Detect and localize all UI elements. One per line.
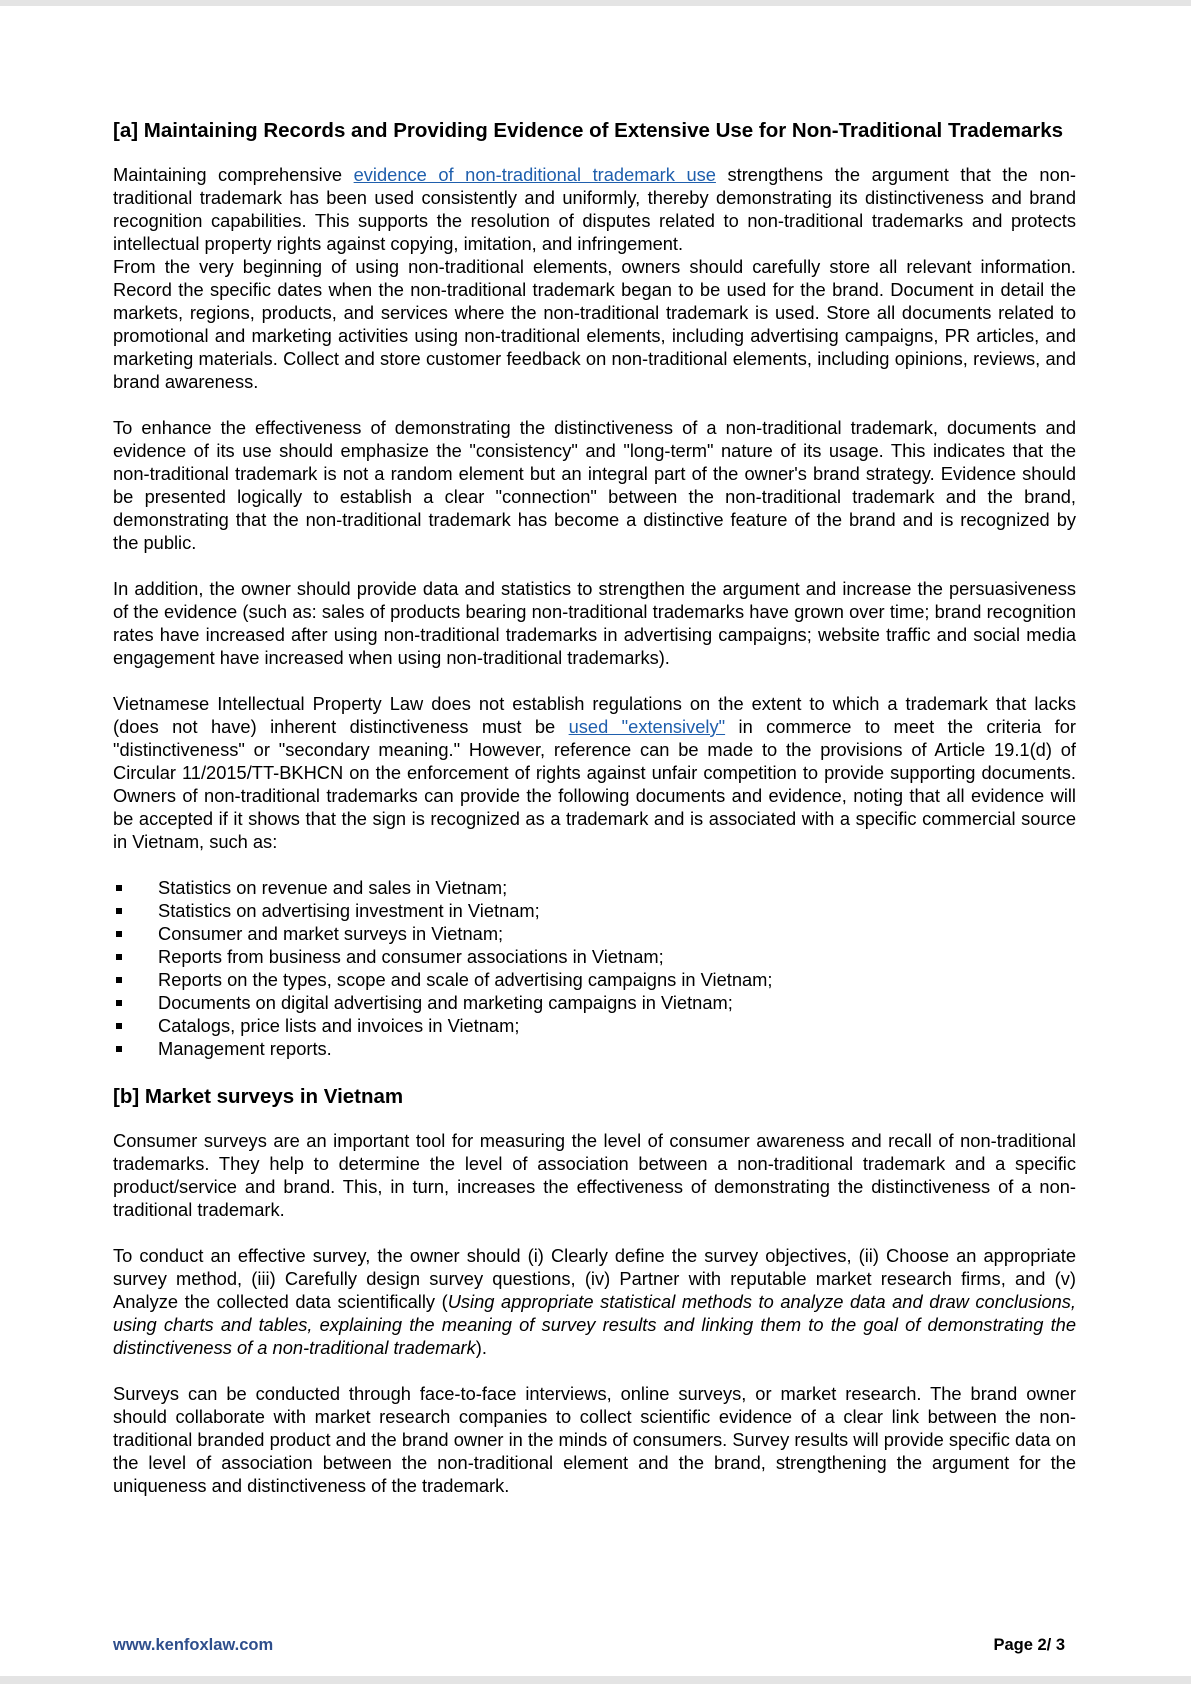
section-b-paragraph-2: To conduct an effective survey, the owner should (i) Clearly define the survey objectives, (ii) Choose an appropriate survey method, (iii) Carefully design survey questions, (iv) Partner with reputable market research firms, and (v) Analyze the collected data scientifically (Using appropriate statistical methods to analyze data and draw conclusions, using charts and tables, explaining the meaning of survey results and linking them to the goal of demonstrating the distinctiveness of a non-traditional trademark). [113,1245,1076,1358]
square-bullet-icon [116,1046,122,1052]
section-a-paragraph-5: Vietnamese Intellectual Property Law does not establish regulations on the extent to which a trademark that lacks (does not have) inherent distinctiveness must be used "extensively" in commerce to meet the criteria for "distinctiveness" or "secondary meaning." However, reference can be made to the provisions of Article 19.1(d) of Circular 11/2015/TT-BKHCN on the enforcement of rights against unfair competition to provide supporting documents. Owners of non-traditional trademarks can provide the following documents and evidence, noting that all evidence will be accepted if it shows that the sign is recognized as a trademark and is associated with a specific commercial source in Vietnam, such as: [113,693,1076,852]
square-bullet-icon [116,977,122,983]
list-item: Management reports. [113,1037,1076,1060]
used-extensively-link[interactable]: used "extensively" [568,716,726,737]
footer-page-number: Page 2/ 3 [993,1636,1065,1654]
section-a-paragraph-2: From the very beginning of using non-traditional elements, owners should carefully store all relevant information. Record the specific dates when the non-traditional trademark began to be used for the brand. Document in detail the markets, regions, products, and services where the non-traditional trademark is used. Store all documents related to promotional and marketing activities using non-traditional elements, including advertising campaigns, PR articles, and marketing materials. Collect and store customer feedback on non-traditional elements, including opinions, reviews, and brand awareness. [113,256,1076,392]
page-content [113,118,1076,1497]
square-bullet-icon [116,1000,122,1006]
square-bullet-icon [116,908,122,914]
list-item: Statistics on advertising investment in Vietnam; [113,899,1076,922]
section-a-paragraph-3: To enhance the effectiveness of demonstrating the distinctiveness of a non-traditional trademark, documents and evidence of its use should emphasize the "consistency" and "long-term" nature of its usage. This indicates that the non-traditional trademark is not a random element but an integral part of the owner's brand strategy. Evidence should be presented logically to establish a clear "connection" between the non-traditional trademark and the brand, demonstrating that the non-traditional trademark has become a distinctive feature of the brand and is recognized by the public. [113,417,1076,553]
section-a-heading: [a] Maintaining Records and Providing Evidence of Extensive Use for Non-Traditional Trademarks [113,119,1064,142]
section-a-paragraph-1: Maintaining comprehensive evidence of non-traditional trademark use strengthens the argument that the non-traditional trademark has been used consistently and uniformly, thereby demonstrating its distinctiveness and brand recognition capabilities. This supports the resolution of disputes related to non-traditional trademarks and protects intellectual property rights against copying, imitation, and infringement. [113,164,1076,254]
section-a-paragraph-4: In addition, the owner should provide data and statistics to strengthen the argument and increase the persuasiveness of the evidence (such as: sales of products bearing non-traditional trademarks have grown over time; brand recognition rates have increased after using non-traditional trademarks in advertising campaigns; website traffic and social media engagement have increased when using non-traditional trademarks). [113,578,1076,668]
section-b-heading: [b] Market surveys in Vietnam [113,1085,404,1108]
list-item: Consumer and market surveys in Vietnam; [113,922,1076,945]
square-bullet-icon [116,931,122,937]
list-item: Statistics on revenue and sales in Vietnam; [113,876,1076,899]
evidence-list [113,876,1076,1060]
section-b-paragraph-3: Surveys can be conducted through face-to-face interviews, online surveys, or market research. The brand owner should collaborate with market research companies to collect scientific evidence of a clear link between the non-traditional branded product and the brand owner in the minds of consumers. Survey results will provide specific data on the level of association between the non-traditional element and the brand, strengthening the argument for the uniqueness and distinctiveness of the trademark. [113,1383,1076,1496]
list-item: Documents on digital advertising and marketing campaigns in Vietnam; [113,991,1076,1014]
list-item: Reports on the types, scope and scale of advertising campaigns in Vietnam; [113,968,1076,991]
evidence-of-use-link[interactable]: evidence of non-traditional trademark use [353,164,716,185]
square-bullet-icon [116,1023,122,1029]
footer-website-link[interactable]: www.kenfoxlaw.com [113,1636,274,1654]
square-bullet-icon [116,954,122,960]
document-page [0,6,1191,1676]
square-bullet-icon [116,885,122,891]
list-item: Catalogs, price lists and invoices in Vietnam; [113,1014,1076,1037]
section-b-paragraph-1: Consumer surveys are an important tool for measuring the level of consumer awareness and recall of non-traditional trademarks. They help to determine the level of association between a non-traditional trademark and a specific product/service and brand. This, in turn, increases the effectiveness of demonstrating the distinctiveness of a non-traditional trademark. [113,1130,1076,1220]
list-item: Reports from business and consumer associations in Vietnam; [113,945,1076,968]
